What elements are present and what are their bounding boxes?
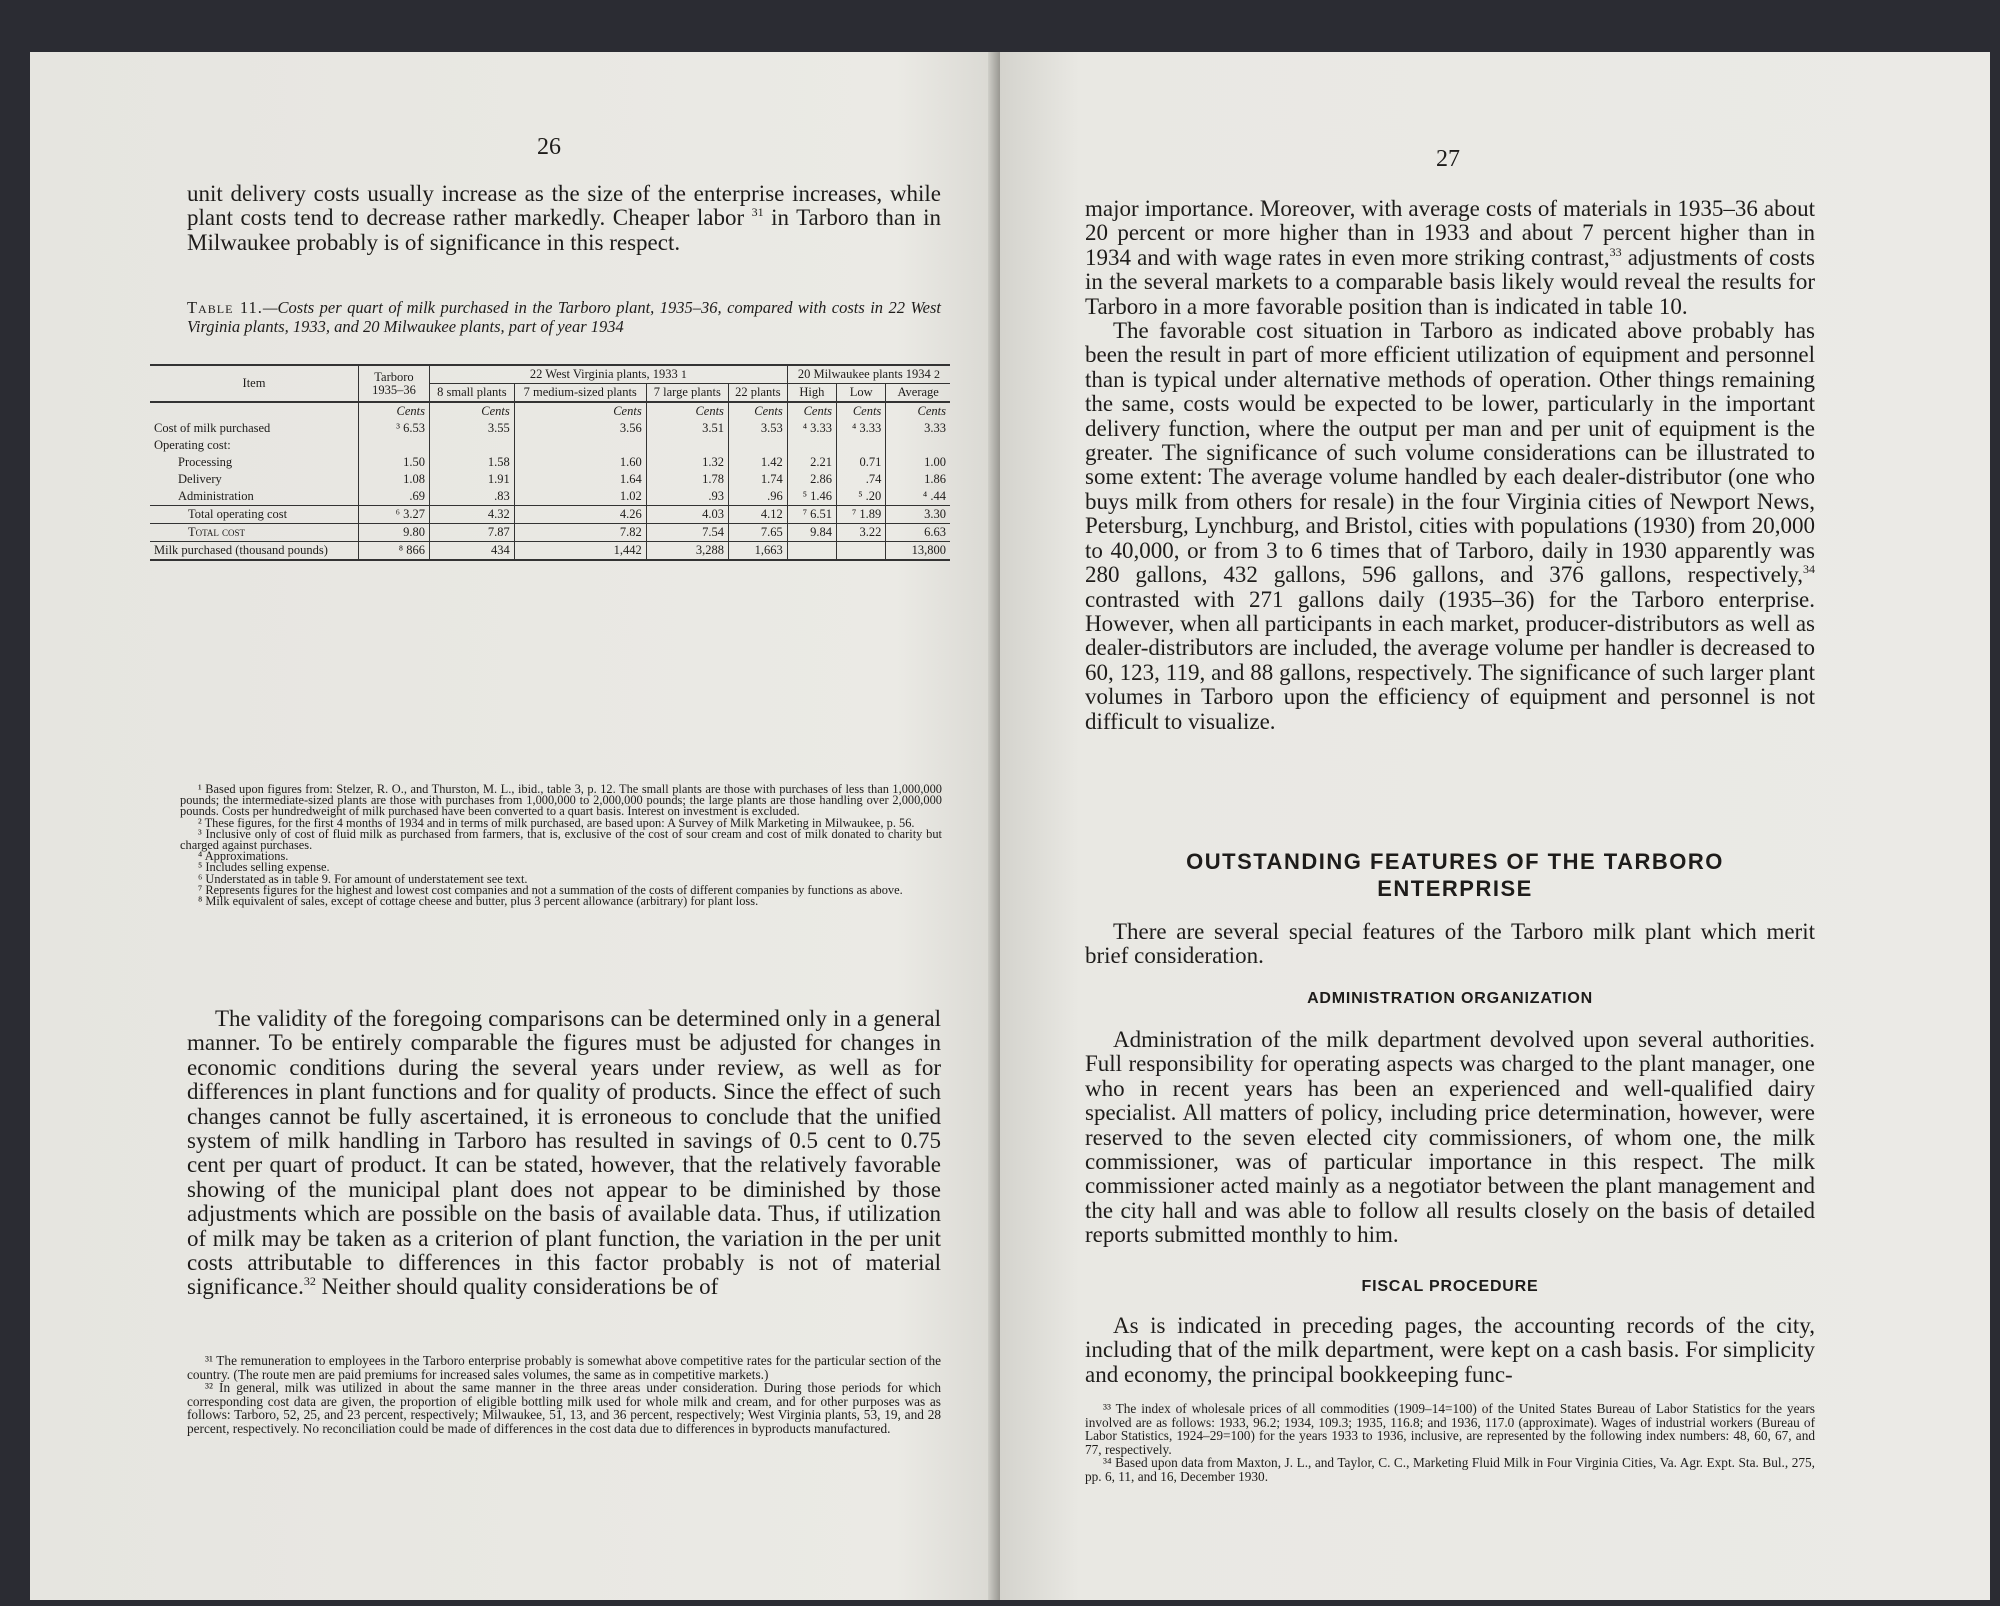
table-cell: ⁸ 866 [359, 542, 430, 561]
table-cell: 1.42 [728, 454, 787, 471]
unit-label: Cents [837, 402, 886, 420]
section-heading: OUTSTANDING FEATURES OF THE TARBORO ENTERPRISE [1186, 849, 1724, 901]
table-row [150, 471, 950, 488]
table-cell: 3.30 [886, 506, 950, 524]
table-cell: 1,663 [728, 542, 787, 561]
table-cell [359, 437, 430, 454]
footnote: ⁷ Represents figures for the highest and lowest cost companies and not a summation of the costs of different companies by functions as above. [198, 882, 903, 897]
footnote-ref: 33 [1609, 244, 1622, 259]
page-footnotes [187, 1354, 941, 1436]
table-cell: 1.91 [430, 471, 515, 488]
table-cell: 4.12 [728, 506, 787, 524]
footnote-ref: 31 [751, 205, 764, 220]
table-cell: 7.87 [430, 524, 515, 542]
footnote: ³³ The index of wholesale prices of all commodities (1909–14=100) of the United States Bureau of Labor Statistics for the years involved are as follows: 1933, 96.2; 1934, 109.3; 1935, 116.8; and 1936, 117.0 (approximate). Wages of industrial workers (Bureau of Labor Statistics, 1924–29=100) for the years 1933 to 1936, inclusive, are represented by the following index numbers: 48, 60, 67, and 77, respectively. [1085, 1401, 1815, 1457]
unit-row-blank [150, 402, 359, 420]
table-cell: 2.86 [787, 471, 836, 488]
table-cell: 1.00 [886, 454, 950, 471]
table-row [150, 437, 950, 454]
table-cell: 1.60 [514, 454, 646, 471]
table-cell: 1.58 [430, 454, 515, 471]
footnote: ² These figures, for the first 4 months of 1934 and in terms of milk purchased, are based upon: A Survey of Milk Marketing in Milwaukee, p. 56. [198, 815, 915, 830]
table-cell: 1.02 [514, 488, 646, 506]
table-cell: 1.78 [646, 471, 728, 488]
table-cell [837, 437, 886, 454]
table-cell: 6.63 [886, 524, 950, 542]
footnote: ³¹ The remuneration to employees in the Tarboro enterprise probably is somewhat above competitive rates for the particular section of the country. (The route men are paid premiums for increased sales volumes, the same as in competitive markets.) [187, 1353, 941, 1382]
left-page [30, 52, 1015, 1600]
table-footnotes [180, 784, 942, 907]
column-header: Low [837, 384, 886, 403]
table-cell: 0.71 [837, 454, 886, 471]
table-cell: 3.56 [514, 420, 646, 437]
table-cell: 1.32 [646, 454, 728, 471]
table-cell: ⁶ 3.27 [359, 506, 430, 524]
table-cell: 434 [430, 542, 515, 561]
column-header: 22 plants [728, 384, 787, 403]
column-header: Average [886, 384, 950, 403]
table-row [150, 506, 950, 524]
column-header: 7 medium-sized plants [514, 384, 646, 403]
table-cell: 1.74 [728, 471, 787, 488]
table-cell: ⁷ 6.51 [787, 506, 836, 524]
unit-label: Cents [886, 402, 950, 420]
column-header: 8 small plants [430, 384, 515, 403]
table-cell: 7.54 [646, 524, 728, 542]
subsection-heading: ADMINISTRATION ORGANIZATION [1307, 990, 1593, 1007]
table-cell: .96 [728, 488, 787, 506]
row-label: Milk purchased (thousand pounds) [154, 543, 328, 557]
unit-label: Cents [430, 402, 515, 420]
table-cell [837, 542, 886, 561]
footnote: ¹ Based upon figures from: Stelzer, R. O., and Thurston, M. L., ibid., table 3, p. 12. The small plants are those with purchases of less than 1,000,000 pounds; the intermediate-sized plants are those with purchases from 1,000,000 to 2,000,000 pounds; the large plants are those handling over 2,000,000 pounds. Costs per hundredweight of milk purchased have been converted to a quart basis. Interest on investment is excluded. [180, 782, 942, 819]
footnote: ³⁴ Based upon data from Maxton, J. L., and Taylor, C. C., Marketing Fluid Milk in Four Virginia Cities, Va. Agr. Expt. Sta. Bul., 275, pp. 6, 11, and 16, December 1930. [1085, 1455, 1815, 1484]
table-cell: 1.64 [514, 471, 646, 488]
table-cell: ⁷ 1.89 [837, 506, 886, 524]
table-cell: ⁵ .20 [837, 488, 886, 506]
table-caption: Table 11.—Costs per quart of milk purchased in the Tarboro plant, 1935–36, compared with costs in 22 West Virginia plants, 1933, and 20 Milwaukee plants, part of year 1934 [187, 298, 941, 336]
table-row [150, 542, 950, 561]
header-tarboro: Tarboro 1935–36 [359, 365, 430, 402]
footnote: ³² In general, milk was utilized in about the same manner in the three areas under consideration. During those periods for which corresponding cost data are given, the proportion of eligible bottling milk used for whole milk and cream, and for other purposes was as follows: Tarboro, 52, 25, and 23 percent, respectively; Milwaukee, 51, 13, and 36 percent, respectively; West Virginia plants, 53, 19, and 28 percent, respectively. No reconciliation could be made of differences in the cost data due to differences in byproducts manufactured. [187, 1380, 941, 1436]
table-cell: ⁴ 3.33 [787, 420, 836, 437]
table-row [150, 420, 950, 437]
table-cell: 3,288 [646, 542, 728, 561]
intro-paragraph: unit delivery costs usually increase as the size of the enterprise increases, while plant costs tend to decrease rather markedly. Cheaper labor $^{31}$ in Tarboro than in Milwaukee probably is of significance in this respect. [187, 181, 941, 255]
page-number: 27 [1436, 146, 1460, 172]
page-footnotes [1085, 1402, 1815, 1484]
table-cell [787, 437, 836, 454]
table-cell: .83 [430, 488, 515, 506]
unit-label: Cents [787, 402, 836, 420]
body-paragraph: Administration of the milk department devolved upon several authorities. Full responsibility for operating aspects was charged to the plant manager, one who in recent years has been an experienced and well-qualified dairy specialist. All matters of policy, including price determination, however, were reserved to the seven elected city commissioners, of whom one, the milk commissioner, was of particular importance in this respect. The milk commissioner acted mainly as a negotiator between the plant management and the city hall and was able to follow all results closely on the basis of detailed reports submitted monthly to him. [1085, 1027, 1815, 1248]
table-cell: 4.32 [430, 506, 515, 524]
body-paragraph: The validity of the foregoing comparisons can be determined only in a general manner. To be entirely comparable the figures must be adjusted for changes in economic conditions during the several years under review, as well as for differences in plant functions and for quality of products. Since the effect of such changes cannot be fully ascertained, it is erroneous to conclude that the unified system of milk handling in Tarboro has resulted in savings of 0.5 cent to 0.75 cent per quart of product. It can be stated, however, that the relatively favorable showing of the municipal plant does not appear to be diminished by those adjustments which are possible on the basis of available data. Thus, if utilization of milk may be taken as a criterion of plant function, the variation in the per unit costs attributable to differences in this factor probably is not of material significance.$^{32}$ Neither should quality considerations be of [187, 1006, 941, 1300]
table-cell: 3.51 [646, 420, 728, 437]
unit-label: Cents [646, 402, 728, 420]
table-row [150, 454, 950, 471]
table-cell: 4.03 [646, 506, 728, 524]
table-cell: ³ 6.53 [359, 420, 430, 437]
right-page [1000, 52, 1990, 1600]
column-header: 7 large plants [646, 384, 728, 403]
row-label: Total cost [188, 525, 246, 539]
table-cell [514, 437, 646, 454]
table-cell: 3.22 [837, 524, 886, 542]
unit-label: Cents [728, 402, 787, 420]
unit-label: Cents [359, 402, 430, 420]
table-cell: ⁴ .44 [886, 488, 950, 506]
table-cell: 13,800 [886, 542, 950, 561]
footnote-ref: 32 [303, 1274, 316, 1289]
table-row [150, 488, 950, 506]
footnote-ref: 34 [1803, 562, 1815, 577]
table-cell: 9.84 [787, 524, 836, 542]
table-cell: 3.33 [886, 420, 950, 437]
table-cell [646, 437, 728, 454]
body-paragraph: As is indicated in preceding pages, the accounting records of the city, including that of the milk department, were kept on a cash basis. For simplicity and economy, the principal bookkeeping func- [1085, 1313, 1815, 1387]
table-cell: 7.82 [514, 524, 646, 542]
table-cell: 3.53 [728, 420, 787, 437]
table-cell: 1.08 [359, 471, 430, 488]
intro-paragraph: There are several special features of the Tarboro milk plant which merit brief consideration. [1085, 919, 1815, 969]
table-cell: 1,442 [514, 542, 646, 561]
table-cell: 3.55 [430, 420, 515, 437]
column-header: High [787, 384, 836, 403]
row-label: Operating cost: [154, 438, 231, 452]
table-cell: ⁵ 1.46 [787, 488, 836, 506]
row-label: Total operating cost [188, 507, 288, 521]
subsection-heading: FISCAL PROCEDURE [1361, 1278, 1539, 1295]
footnote: ³ Inclusive only of cost of fluid milk as purchased from farmers, that is, exclusive of the cost of sour cream and cost of milk donated to charity but charged against purchases. [180, 826, 942, 853]
table-cell: ⁴ 3.33 [837, 420, 886, 437]
table-cell: .74 [837, 471, 886, 488]
cost-table [150, 364, 950, 561]
header-item: Item [150, 365, 359, 402]
header-west-virginia: 22 West Virginia plants, 1933 $^1$ [430, 365, 788, 384]
footnote: ⁸ Milk equivalent of sales, except of cottage cheese and butter, plus 3 percent allowance (arbitrary) for plant loss. [198, 894, 759, 909]
body-paragraphs: major importance. Moreover, with average costs of materials in 1935–36 about 20 percent or more higher than in 1933 and about 7 percent higher than in 1934 and with wage rates in even more striking contrast,$^{33}$ adjustments of costs in the several markets to a comparable basis likely would reveal the results for Tarboro in a more favorable position than is indicated in table 10. The favorable cost situation in Tarboro as indicated above probably has been the result in part of more efficient utilization of equipment and personnel than is typical under alternative methods of operation. Other things remaining the same, costs would be expected to be lower, particularly in the important delivery function, where the output per man and per unit of equipment is the greater. The significance of such volume considerations can be illustrated to some extent: The average volume handled by each dealer-distributor (one who buys milk from others for resale) in the four Virginia cities of Newport News, Petersburg, Lynchburg, and Bristol, cities with populations (1930) from 20,000 to 40,000, or from 3 to 6 times that of Tarboro, daily in 1930 apparently was 280 gallons, 432 gallons, 596 gallons, and 376 gallons, respectively,$^{34}$ contrasted with 271 gallons daily (1935–36) for the Tarboro enterprise. However, when all participants in each market, producer-distributors as well as dealer-distributors are included, the average volume per handler is decreased to 60, 123, 119, and 88 gallons, respectively. The significance of such larger plant volumes in Tarboro upon the efficiency of equipment and personnel is not difficult to visualize. [1085, 196, 1815, 734]
header-milwaukee: 20 Milwaukee plants 1934 $^2$ [787, 365, 950, 384]
table-cell: 4.26 [514, 506, 646, 524]
table-cell: 2.21 [787, 454, 836, 471]
row-label: Administration [178, 489, 254, 503]
page-number: 26 [537, 134, 561, 160]
table-cell [430, 437, 515, 454]
table-row [150, 524, 950, 542]
table-cell [728, 437, 787, 454]
table-cell [886, 437, 950, 454]
row-label: Cost of milk purchased [154, 421, 271, 435]
table-cell: 1.50 [359, 454, 430, 471]
row-label: Processing [178, 455, 233, 469]
unit-label: Cents [514, 402, 646, 420]
table-cell: .69 [359, 488, 430, 506]
table-cell: 1.86 [886, 471, 950, 488]
row-label: Delivery [178, 472, 222, 486]
table-cell: 9.80 [359, 524, 430, 542]
footnote: ⁵ Includes selling expense. [198, 860, 330, 875]
footnote: ⁴ Approximations. [198, 849, 289, 864]
table-cell [787, 542, 836, 561]
table-cell: 7.65 [728, 524, 787, 542]
footnote: ⁶ Understated as in table 9. For amount of understatement see text. [198, 871, 528, 886]
table-cell: .93 [646, 488, 728, 506]
